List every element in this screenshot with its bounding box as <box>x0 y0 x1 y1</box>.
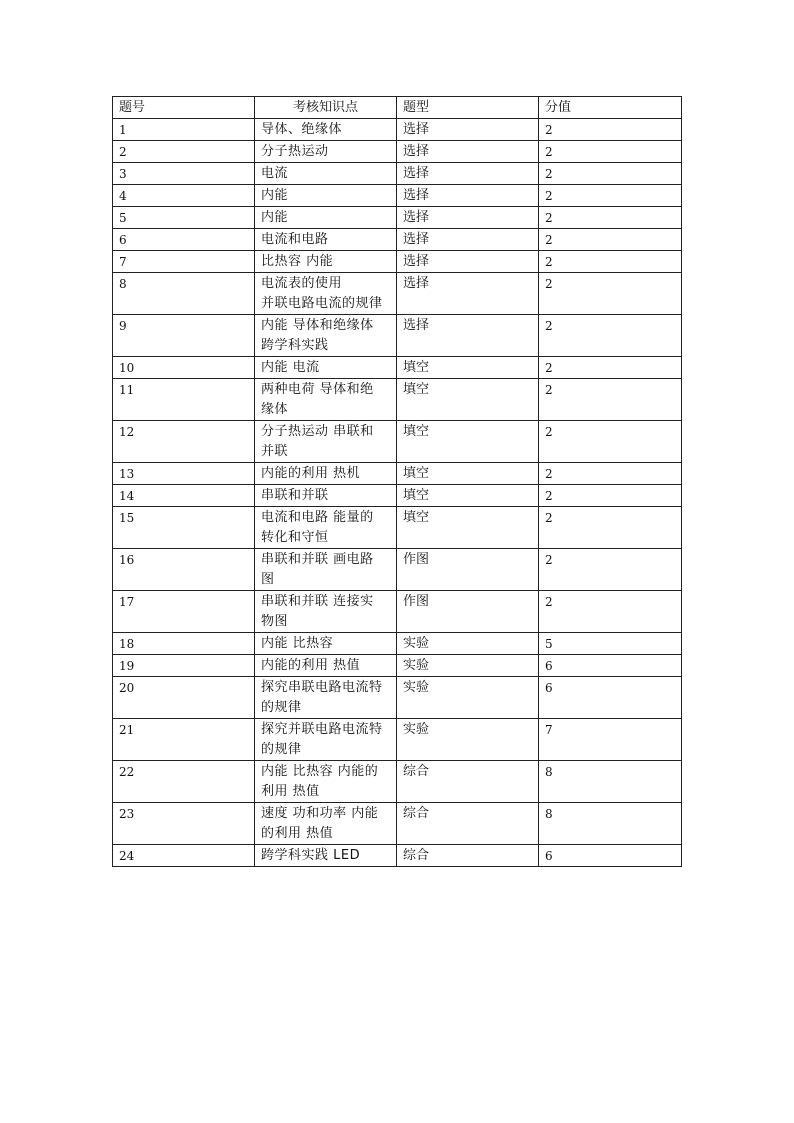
cell-question-type: 综合 <box>397 803 539 845</box>
cell-score: 2 <box>539 421 682 463</box>
cell-knowledge-point: 跨学科实践 LED <box>255 845 397 867</box>
cell-question-type: 综合 <box>397 761 539 803</box>
table-header-row <box>113 97 682 119</box>
table-row <box>113 141 682 163</box>
exam-spec-table <box>112 96 682 867</box>
cell-question-number: 17 <box>113 591 255 633</box>
cell-score: 6 <box>539 655 682 677</box>
cell-question-number: 16 <box>113 549 255 591</box>
cell-knowledge-point: 内能的利用 热机 <box>255 463 397 485</box>
cell-knowledge-point: 比热容 内能 <box>255 251 397 273</box>
cell-question-number: 12 <box>113 421 255 463</box>
cell-question-number: 19 <box>113 655 255 677</box>
cell-question-number: 6 <box>113 229 255 251</box>
cell-question-type: 选择 <box>397 273 539 315</box>
table-row <box>113 357 682 379</box>
cell-question-number: 7 <box>113 251 255 273</box>
table-row <box>113 315 682 357</box>
table-row <box>113 633 682 655</box>
cell-question-type: 实验 <box>397 677 539 719</box>
cell-score: 7 <box>539 719 682 761</box>
cell-question-number: 20 <box>113 677 255 719</box>
cell-question-type: 实验 <box>397 719 539 761</box>
table-row <box>113 207 682 229</box>
cell-question-type: 填空 <box>397 463 539 485</box>
cell-score: 2 <box>539 185 682 207</box>
cell-knowledge-point: 探究串联电路电流特 的规律 <box>255 677 397 719</box>
cell-knowledge-point: 内能 <box>255 207 397 229</box>
cell-question-type: 填空 <box>397 357 539 379</box>
cell-score: 2 <box>539 549 682 591</box>
table-row <box>113 761 682 803</box>
cell-question-number: 22 <box>113 761 255 803</box>
table-row <box>113 119 682 141</box>
cell-question-type: 实验 <box>397 633 539 655</box>
cell-question-type: 作图 <box>397 591 539 633</box>
cell-score: 2 <box>539 591 682 633</box>
cell-question-number: 23 <box>113 803 255 845</box>
cell-question-type: 选择 <box>397 163 539 185</box>
cell-knowledge-point: 两种电荷 导体和绝 缘体 <box>255 379 397 421</box>
cell-knowledge-point: 内能 比热容 <box>255 633 397 655</box>
cell-question-number: 24 <box>113 845 255 867</box>
cell-knowledge-point: 内能的利用 热值 <box>255 655 397 677</box>
cell-score: 8 <box>539 803 682 845</box>
cell-knowledge-point: 分子热运动 <box>255 141 397 163</box>
cell-knowledge-point: 内能 <box>255 185 397 207</box>
header-knowledge-point: 考核知识点 <box>255 97 397 119</box>
table-row <box>113 379 682 421</box>
cell-knowledge-point: 分子热运动 串联和 并联 <box>255 421 397 463</box>
table-row <box>113 549 682 591</box>
table-row <box>113 185 682 207</box>
cell-knowledge-point: 导体、绝缘体 <box>255 119 397 141</box>
cell-question-number: 15 <box>113 507 255 549</box>
table-body <box>113 119 682 867</box>
cell-score: 5 <box>539 633 682 655</box>
table-row <box>113 845 682 867</box>
cell-question-number: 8 <box>113 273 255 315</box>
cell-score: 2 <box>539 119 682 141</box>
table-row <box>113 507 682 549</box>
cell-question-type: 选择 <box>397 119 539 141</box>
cell-score: 8 <box>539 761 682 803</box>
cell-question-type: 选择 <box>397 315 539 357</box>
cell-knowledge-point: 串联和并联 画电路 图 <box>255 549 397 591</box>
cell-score: 2 <box>539 273 682 315</box>
cell-score: 2 <box>539 485 682 507</box>
cell-question-type: 选择 <box>397 229 539 251</box>
table-row <box>113 251 682 273</box>
cell-score: 6 <box>539 677 682 719</box>
table-row <box>113 273 682 315</box>
cell-question-number: 21 <box>113 719 255 761</box>
cell-question-type: 填空 <box>397 507 539 549</box>
table-row <box>113 163 682 185</box>
cell-score: 2 <box>539 357 682 379</box>
cell-knowledge-point: 电流表的使用 并联电路电流的规律 <box>255 273 397 315</box>
cell-question-number: 3 <box>113 163 255 185</box>
table-row <box>113 655 682 677</box>
cell-knowledge-point: 内能 导体和绝缘体 跨学科实践 <box>255 315 397 357</box>
table-row <box>113 485 682 507</box>
cell-knowledge-point: 电流和电路 能量的 转化和守恒 <box>255 507 397 549</box>
cell-knowledge-point: 速度 功和功率 内能 的利用 热值 <box>255 803 397 845</box>
cell-knowledge-point: 串联和并联 <box>255 485 397 507</box>
cell-question-number: 9 <box>113 315 255 357</box>
cell-score: 2 <box>539 141 682 163</box>
table-row <box>113 421 682 463</box>
cell-score: 2 <box>539 507 682 549</box>
cell-score: 2 <box>539 207 682 229</box>
table-row <box>113 719 682 761</box>
table-row <box>113 677 682 719</box>
cell-knowledge-point: 内能 电流 <box>255 357 397 379</box>
cell-question-type: 填空 <box>397 379 539 421</box>
cell-score: 2 <box>539 163 682 185</box>
table-row <box>113 229 682 251</box>
cell-question-type: 填空 <box>397 421 539 463</box>
header-score: 分值 <box>539 97 682 119</box>
cell-question-type: 选择 <box>397 251 539 273</box>
cell-score: 2 <box>539 251 682 273</box>
cell-question-type: 选择 <box>397 185 539 207</box>
cell-question-number: 14 <box>113 485 255 507</box>
cell-score: 2 <box>539 463 682 485</box>
cell-knowledge-point: 内能 比热容 内能的 利用 热值 <box>255 761 397 803</box>
cell-question-number: 5 <box>113 207 255 229</box>
cell-score: 6 <box>539 845 682 867</box>
header-question-type: 题型 <box>397 97 539 119</box>
cell-question-type: 选择 <box>397 141 539 163</box>
cell-score: 2 <box>539 315 682 357</box>
cell-score: 2 <box>539 229 682 251</box>
table-row <box>113 463 682 485</box>
cell-knowledge-point: 探究并联电路电流特 的规律 <box>255 719 397 761</box>
cell-question-number: 2 <box>113 141 255 163</box>
table-row <box>113 591 682 633</box>
cell-question-type: 综合 <box>397 845 539 867</box>
cell-question-number: 11 <box>113 379 255 421</box>
cell-question-type: 作图 <box>397 549 539 591</box>
table-row <box>113 803 682 845</box>
cell-knowledge-point: 电流 <box>255 163 397 185</box>
cell-knowledge-point: 串联和并联 连接实 物图 <box>255 591 397 633</box>
cell-question-type: 实验 <box>397 655 539 677</box>
cell-question-number: 1 <box>113 119 255 141</box>
cell-question-type: 填空 <box>397 485 539 507</box>
cell-question-number: 18 <box>113 633 255 655</box>
cell-question-number: 13 <box>113 463 255 485</box>
cell-question-number: 10 <box>113 357 255 379</box>
cell-knowledge-point: 电流和电路 <box>255 229 397 251</box>
cell-question-type: 选择 <box>397 207 539 229</box>
cell-question-number: 4 <box>113 185 255 207</box>
cell-score: 2 <box>539 379 682 421</box>
header-question-number: 题号 <box>113 97 255 119</box>
